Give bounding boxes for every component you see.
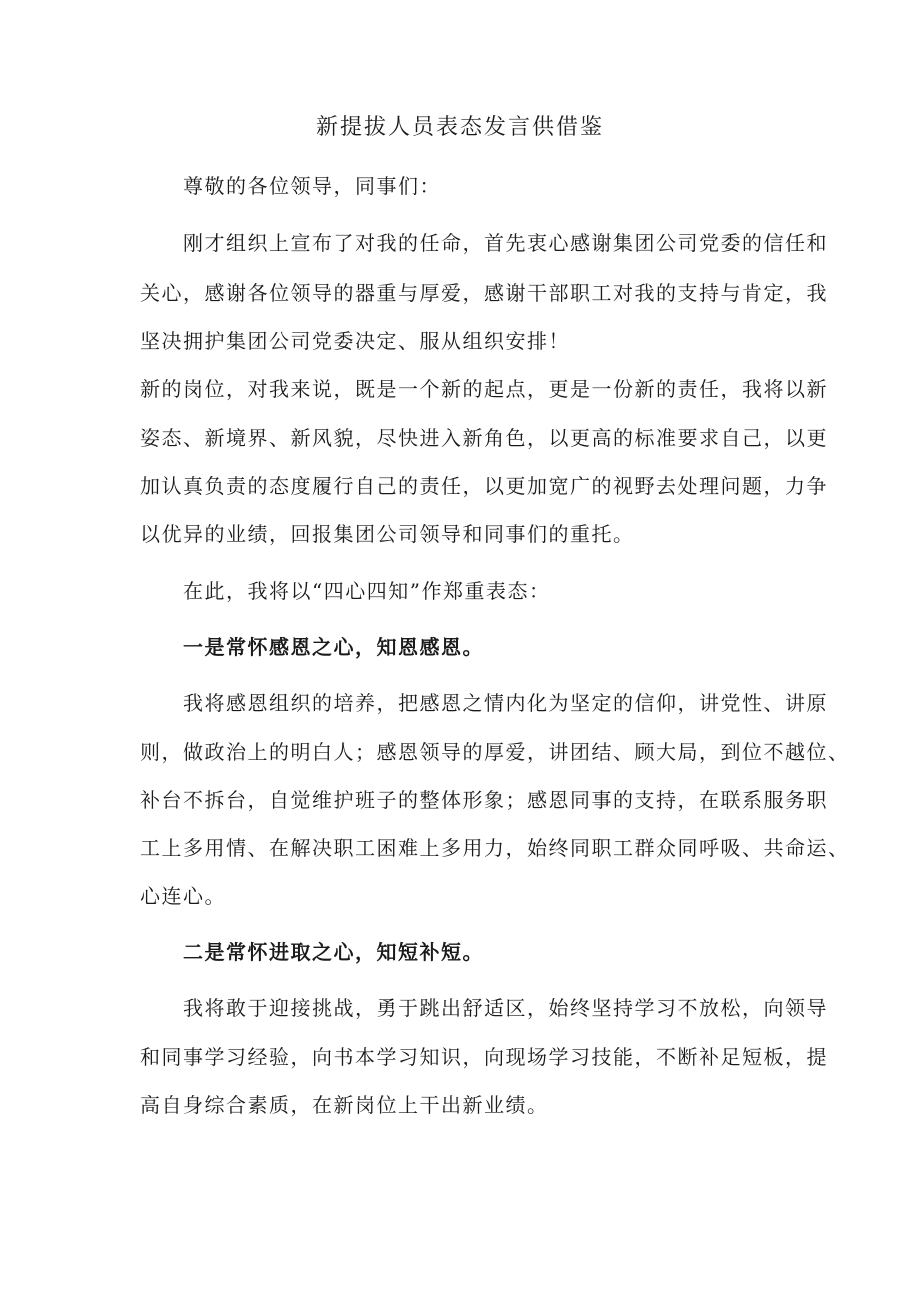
paragraph-line: 新的岗位，对我来说，既是一个新的起点，更是一份新的责任，我将以新 — [140, 377, 828, 401]
paragraph-line: 刚才组织上宣布了对我的任命，首先衷心感谢集团公司党委的信任和 — [183, 231, 828, 255]
paragraph-line: 高自身综合素质，在新岗位上干出新业绩。 — [140, 1093, 549, 1117]
paragraph-line: 补台不拆台，自觉维护班子的整体形象；感恩同事的支持，在联系服务职 — [140, 788, 828, 812]
paragraph-line: 姿态、新境界、新风貌，尽快进入新角色，以更高的标准要求自己，以更 — [140, 426, 828, 450]
paragraph-line: 心连心。 — [140, 884, 226, 908]
paragraph-line: 则，做政治上的明白人；感恩领导的厚爱，讲团结、顾大局，到位不越位、 — [140, 740, 850, 764]
paragraph-line: 以优异的业绩，回报集团公司领导和同事们的重托。 — [140, 522, 635, 546]
paragraph-line: 我将敢于迎接挑战，勇于跳出舒适区，始终坚持学习不放松，向领导 — [183, 996, 828, 1020]
section-heading-2: 二是常怀进取之心，知短补短。 — [183, 940, 484, 964]
document-title: 新提拔人员表态发言供借鉴 — [315, 115, 604, 140]
paragraph-line: 工上多用情、在解决职工困难上多用力，始终同职工群众同呼吸、共命运、 — [140, 836, 850, 860]
section-heading-1: 一是常怀感恩之心，知恩感恩。 — [183, 635, 484, 659]
paragraph-line: 和同事学习经验，向书本学习知识，向现场学习技能，不断补足短板，提 — [140, 1045, 828, 1069]
salutation: 尊敬的各位领导，同事们： — [183, 174, 441, 198]
paragraph-line: 在此，我将以“四心四知”作郑重表态： — [183, 579, 551, 603]
paragraph-line: 坚决拥护集团公司党委决定、服从组织安排！ — [140, 329, 570, 353]
paragraph-line: 加认真负责的态度履行自己的责任，以更加宽广的视野去处理问题，力争 — [140, 474, 828, 498]
paragraph-line: 我将感恩组织的培养，把感恩之情内化为坚定的信仰，讲党性、讲原 — [183, 691, 828, 715]
paragraph-line: 关心，感谢各位领导的器重与厚爱，感谢干部职工对我的支持与肯定，我 — [140, 281, 828, 305]
